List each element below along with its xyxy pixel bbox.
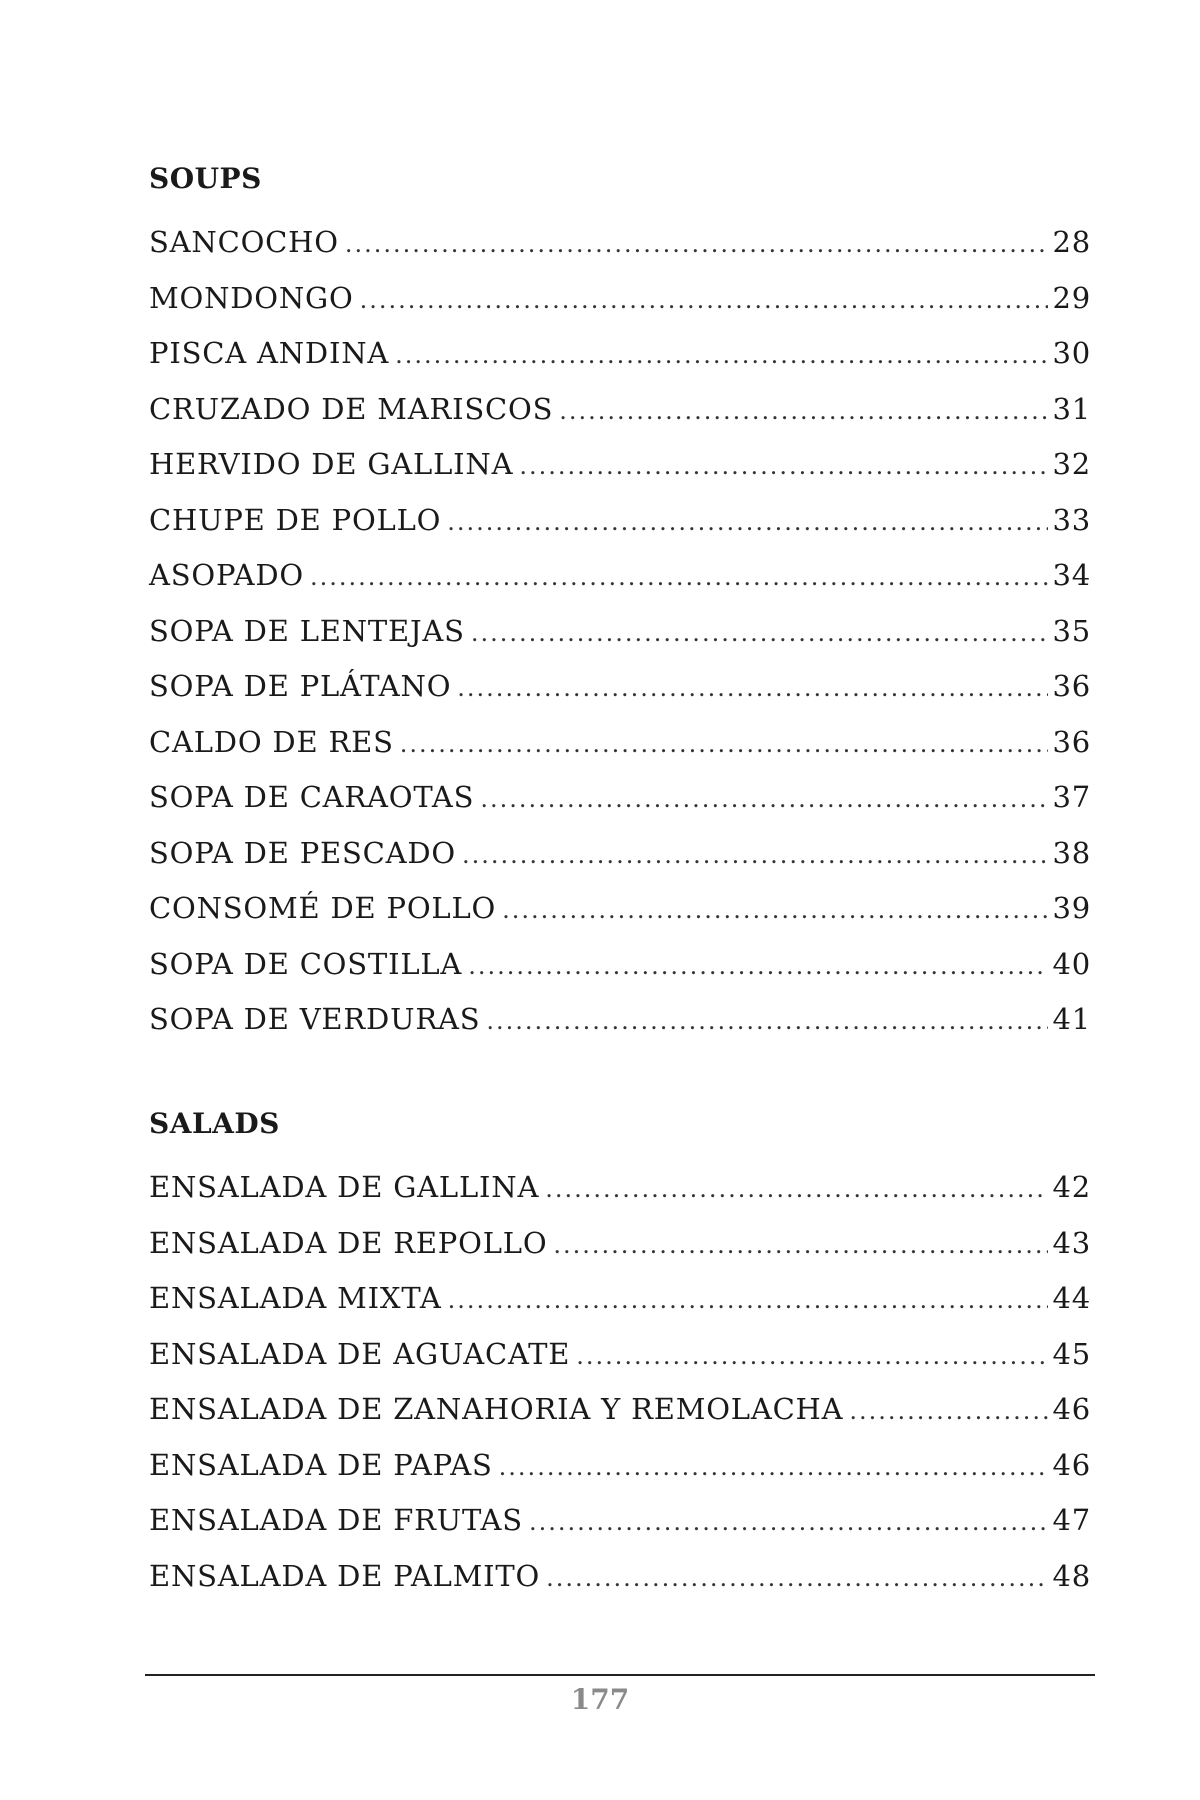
toc-entry-page: 28 bbox=[1052, 225, 1091, 259]
toc-row[interactable] bbox=[149, 1438, 1091, 1494]
toc-entry-title: PISCA ANDINA bbox=[149, 336, 390, 370]
toc-entry-page: 44 bbox=[1052, 1281, 1091, 1315]
toc-row[interactable] bbox=[149, 548, 1091, 604]
toc-row[interactable] bbox=[149, 881, 1091, 937]
dot-leader bbox=[486, 994, 1048, 1050]
toc-entry-title: SOPA DE VERDURAS bbox=[149, 1002, 481, 1036]
dot-leader bbox=[310, 550, 1048, 606]
toc-entry-title: ENSALADA MIXTA bbox=[149, 1281, 442, 1315]
soups-list bbox=[149, 215, 1091, 1048]
toc-row[interactable] bbox=[149, 382, 1091, 438]
toc-entry-page: 43 bbox=[1052, 1225, 1091, 1260]
toc-entry-page: 47 bbox=[1052, 1503, 1091, 1537]
toc-entry-page: 40 bbox=[1052, 946, 1091, 981]
toc-row[interactable] bbox=[149, 1271, 1091, 1327]
toc-row[interactable] bbox=[149, 1549, 1091, 1605]
dot-leader bbox=[502, 883, 1048, 939]
page-number: 177 bbox=[570, 1683, 630, 1716]
toc-entry-page: 29 bbox=[1052, 280, 1091, 315]
toc-entry-page: 30 bbox=[1052, 336, 1091, 370]
dot-leader bbox=[499, 1440, 1049, 1496]
salads-heading: SALADS bbox=[149, 1107, 280, 1140]
toc-entry-title: SOPA DE PESCADO bbox=[149, 835, 456, 870]
toc-entry-page: 46 bbox=[1052, 1447, 1091, 1482]
toc-row[interactable] bbox=[149, 326, 1091, 382]
toc-row[interactable] bbox=[149, 826, 1091, 882]
footer-rule bbox=[145, 1674, 1095, 1676]
dot-leader bbox=[395, 328, 1048, 384]
toc-entry-page: 48 bbox=[1052, 1558, 1091, 1593]
toc-entry-page: 42 bbox=[1052, 1170, 1091, 1204]
dot-leader bbox=[545, 1162, 1048, 1218]
toc-entry-page: 35 bbox=[1052, 613, 1091, 648]
dot-leader bbox=[529, 1495, 1049, 1551]
toc-entry-title: MONDONGO bbox=[149, 280, 354, 315]
dot-leader bbox=[468, 939, 1048, 995]
toc-entry-title: CALDO DE RES bbox=[149, 724, 394, 759]
toc-entry-title: SOPA DE COSTILLA bbox=[149, 946, 463, 981]
toc-entry-title: ENSALADA DE REPOLLO bbox=[149, 1225, 548, 1260]
toc-entry-title: CHUPE DE POLLO bbox=[149, 502, 442, 537]
toc-row[interactable] bbox=[149, 271, 1091, 327]
toc-entry-title: ENSALADA DE AGUACATE bbox=[149, 1336, 571, 1371]
toc-row[interactable] bbox=[149, 493, 1091, 549]
soups-heading: SOUPS bbox=[149, 162, 262, 195]
toc-row[interactable] bbox=[149, 937, 1091, 993]
dot-leader bbox=[360, 273, 1049, 329]
toc-row[interactable] bbox=[149, 1327, 1091, 1383]
toc-row[interactable] bbox=[149, 215, 1091, 271]
toc-entry-page: 36 bbox=[1052, 669, 1091, 703]
dot-leader bbox=[519, 439, 1048, 495]
toc-entry-page: 36 bbox=[1052, 724, 1091, 759]
dot-leader bbox=[345, 217, 1049, 273]
dot-leader bbox=[546, 1551, 1048, 1607]
toc-entry-page: 34 bbox=[1052, 558, 1091, 592]
toc-entry-title: SOPA DE CARAOTAS bbox=[149, 780, 475, 814]
toc-row[interactable] bbox=[149, 1493, 1091, 1549]
toc-entry-title: CONSOMÉ DE POLLO bbox=[149, 891, 497, 925]
dot-leader bbox=[447, 495, 1048, 551]
toc-entry-title: SOPA DE LENTEJAS bbox=[149, 613, 465, 648]
toc-entry-title: ENSALADA DE FRUTAS bbox=[149, 1503, 523, 1537]
toc-entry-title: ASOPADO bbox=[149, 558, 305, 592]
dot-leader bbox=[480, 772, 1048, 828]
toc-entry-title: ENSALADA DE GALLINA bbox=[149, 1170, 540, 1204]
toc-entry-page: 39 bbox=[1052, 891, 1091, 925]
toc-row[interactable] bbox=[149, 604, 1091, 660]
toc-entry-title: ENSALADA DE PAPAS bbox=[149, 1447, 493, 1482]
dot-leader bbox=[553, 1218, 1048, 1274]
toc-row[interactable] bbox=[149, 1216, 1091, 1272]
toc-entry-page: 41 bbox=[1052, 1002, 1091, 1036]
toc-entry-title: HERVIDO DE GALLINA bbox=[149, 447, 514, 481]
toc-entry-page: 38 bbox=[1052, 835, 1091, 870]
toc-entry-page: 37 bbox=[1052, 780, 1091, 814]
toc-entry-title: ENSALADA DE PALMITO bbox=[149, 1558, 541, 1593]
salads-section bbox=[149, 1104, 1091, 1604]
toc-row[interactable] bbox=[149, 715, 1091, 771]
toc-row[interactable] bbox=[149, 659, 1091, 715]
toc-row[interactable] bbox=[149, 770, 1091, 826]
toc-entry-title: SANCOCHO bbox=[149, 225, 339, 259]
dot-leader bbox=[849, 1384, 1048, 1440]
dot-leader bbox=[400, 717, 1049, 773]
dot-leader bbox=[462, 828, 1048, 884]
dot-leader bbox=[457, 661, 1048, 717]
toc-entry-page: 45 bbox=[1052, 1336, 1091, 1371]
toc-entry-page: 31 bbox=[1052, 391, 1091, 426]
toc-entry-page: 32 bbox=[1052, 447, 1091, 481]
toc-entry-page: 46 bbox=[1052, 1392, 1091, 1426]
toc-row[interactable] bbox=[149, 437, 1091, 493]
toc-entry-title: SOPA DE PLÁTANO bbox=[149, 669, 452, 703]
dot-leader bbox=[471, 606, 1049, 662]
toc-entry-title: CRUZADO DE MARISCOS bbox=[149, 391, 554, 426]
toc-row[interactable] bbox=[149, 992, 1091, 1048]
dot-leader bbox=[559, 384, 1048, 440]
soups-section bbox=[149, 159, 1091, 1048]
toc-entry-page: 33 bbox=[1052, 502, 1091, 537]
toc-row[interactable] bbox=[149, 1382, 1091, 1438]
toc-entry-title: ENSALADA DE ZANAHORIA Y REMOLACHA bbox=[149, 1392, 844, 1426]
dot-leader bbox=[576, 1329, 1048, 1385]
toc-row[interactable] bbox=[149, 1160, 1091, 1216]
dot-leader bbox=[448, 1273, 1049, 1329]
salads-list bbox=[149, 1160, 1091, 1604]
